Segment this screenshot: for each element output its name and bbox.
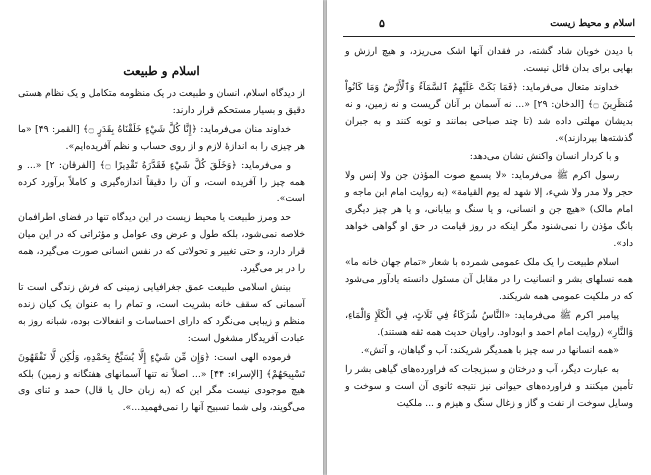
chapter-title: اسلام و طبیعت [123, 64, 200, 78]
paragraph: «همه انسانها در سه چیز با همدیگر شریکند: آب و گیاهان، و آتش». [360, 345, 619, 357]
right-page-body [345, 44, 633, 415]
header-title: اسلام و محیط زیست [550, 18, 635, 29]
paragraph: حد ومرز طبیعت یا محیط زیست در این دیدگاه تنها در فضای اطرافمان خلاصه نمی‌شود، بلکه طول و عرض وی عوامل و مؤثراتی که در این میان قرار دارد، و حتی تغییر و تحولاتی که در نفس انسانی صورت می‌گیرد، همه را در بر می‌گیرد. [18, 212, 305, 275]
paragraph: از دیدگاه اسلام، انسان و طبیعت در یک منظومه متکامل و یک نظام هستی دقیق و بسیار مستحکم قرار دارند: [18, 88, 305, 116]
paragraph: اسلام طبیعت را یک ملک عمومی شمرده با شعار «تمام جهان خانه ما» همه نسلهای بشر و انسانیت را در مقابل آن مسئول دانسته یادآور می‌شود که در ملکیت عمومی همه شریکند. [345, 256, 633, 302]
right-page [327, 0, 651, 475]
left-page [0, 0, 323, 475]
paragraph: بینش اسلامی طبیعت عمق جغرافیایی زمینی که فرش زندگی است تا آسمانی که سقف خانه بشریت است، و تمام را به عنوان یک کیان زنده منظم و زیبایی می‌نگرد که دارای احساسات و انفعالات بوده، شبانه روز به عبادت آفریدگار مشغول است: [18, 281, 305, 344]
page-number: ۵ [379, 17, 385, 30]
paragraph: خداوند منان می‌فرماید: ﴿إِنَّا كُلَّ شَيْءٍ خَلَقْنَاهُ بِقَدَرٍ ۝﴾ [القمر: ۴۹] «ما هر چیزی را به اندازهٔ لازم و از روی حساب و نظم آفریده‌ایم». [18, 123, 305, 152]
paragraph: رسول اکرم ﷺ می‌فرماید: «لا يسمع صوت المؤذن جن ولا إنس ولا حجر ولا مدر ولا شيء، إلا شهد له يوم القيامة» (به روایت امام ابن ماجه و امام مالک) «هیچ جن و انسانی، و یا سنگ و بیابانی، و یا هر چیز دیگری بانگ مؤذن را نمی‌شنود مگر اینکه در روز قیامت در حق او گواهی خواهد داد». [345, 170, 633, 249]
paragraph: با دیدن خوبان شاد گشته، در فقدان آنها اشک می‌ریزد، و هیچ ارزش و بهایی برای بدان قائل نیست. [345, 46, 633, 74]
paragraph: به عبارت دیگر، آب و درختان و سبزیجات که فراورده‌های گیاهی بشر را تأمین میکنند و فراورده‌های حیوانی نیز نتیجه ثانوی آن است و سوخت و وسایل سوخت از نفت و گاز و زغال سنگ و هیزم و ... ملکیت [345, 364, 633, 410]
paragraph: و می‌فرماید: ﴿وَخَلَقَ كُلَّ شَيْءٍ فَقَدَّرَهُ تَقْدِيرًا ۝﴾ [الفرقان: ۲] «... و همه چیز را آفریده است، و آن را دقیقاً اندازه‌گیری و کاملاً برآورد کرده است». [18, 159, 305, 205]
paragraph: پیامبر اکرم ﷺ می‌فرماید: «النَّاسُ شُرَكَاءُ فِي ثَلَاثٍ، فِي الْكَلَإِ وَالْمَاءِ، وَالنَّارِ» (روایت امام احمد و ابوداود. راویان حدیث همه ثقه هستند). [345, 309, 633, 338]
left-page-body [18, 86, 305, 419]
running-header [343, 8, 635, 37]
paragraph: و با کردار انسان واکنش نشان می‌دهد: [469, 151, 619, 163]
paragraph: خداوند متعال می‌فرماید: ﴿فَمَا بَكَتْ عَلَيْهِمُ ٱلسَّمَآءُ وَٱلْأَرْضُ وَمَا كَانُواْ مُنظَرِينَ ۝﴾ [الدخان: ۲۹] «... نه آسمان بر آنان گریست و نه زمین، و نه بدیشان مهلتی داده شد (تا چند صباحی بمانند و توبه کنند و به جبران گذشته‌ها بپردازند)». [345, 81, 633, 144]
paragraph: فرموده الهی است: ﴿وَإِن مِّن شَيْءٍ إِلَّا يُسَبِّحُ بِحَمْدِهِ، وَلَٰكِن لَّا تَفْقَهُونَ تَسْبِيحَهُمْ﴾ [الإسراء: ۴۴] «... اصلاً نه تنها آسمانهای هفتگانه و زمین) بلکه هیچ موجودی نیست مگر این که (به زبان حال یا قال) حمد و ثنای وی می‌گویند، ولی شما تسبیح آنها را نمی‌فهمید...». [18, 351, 305, 414]
